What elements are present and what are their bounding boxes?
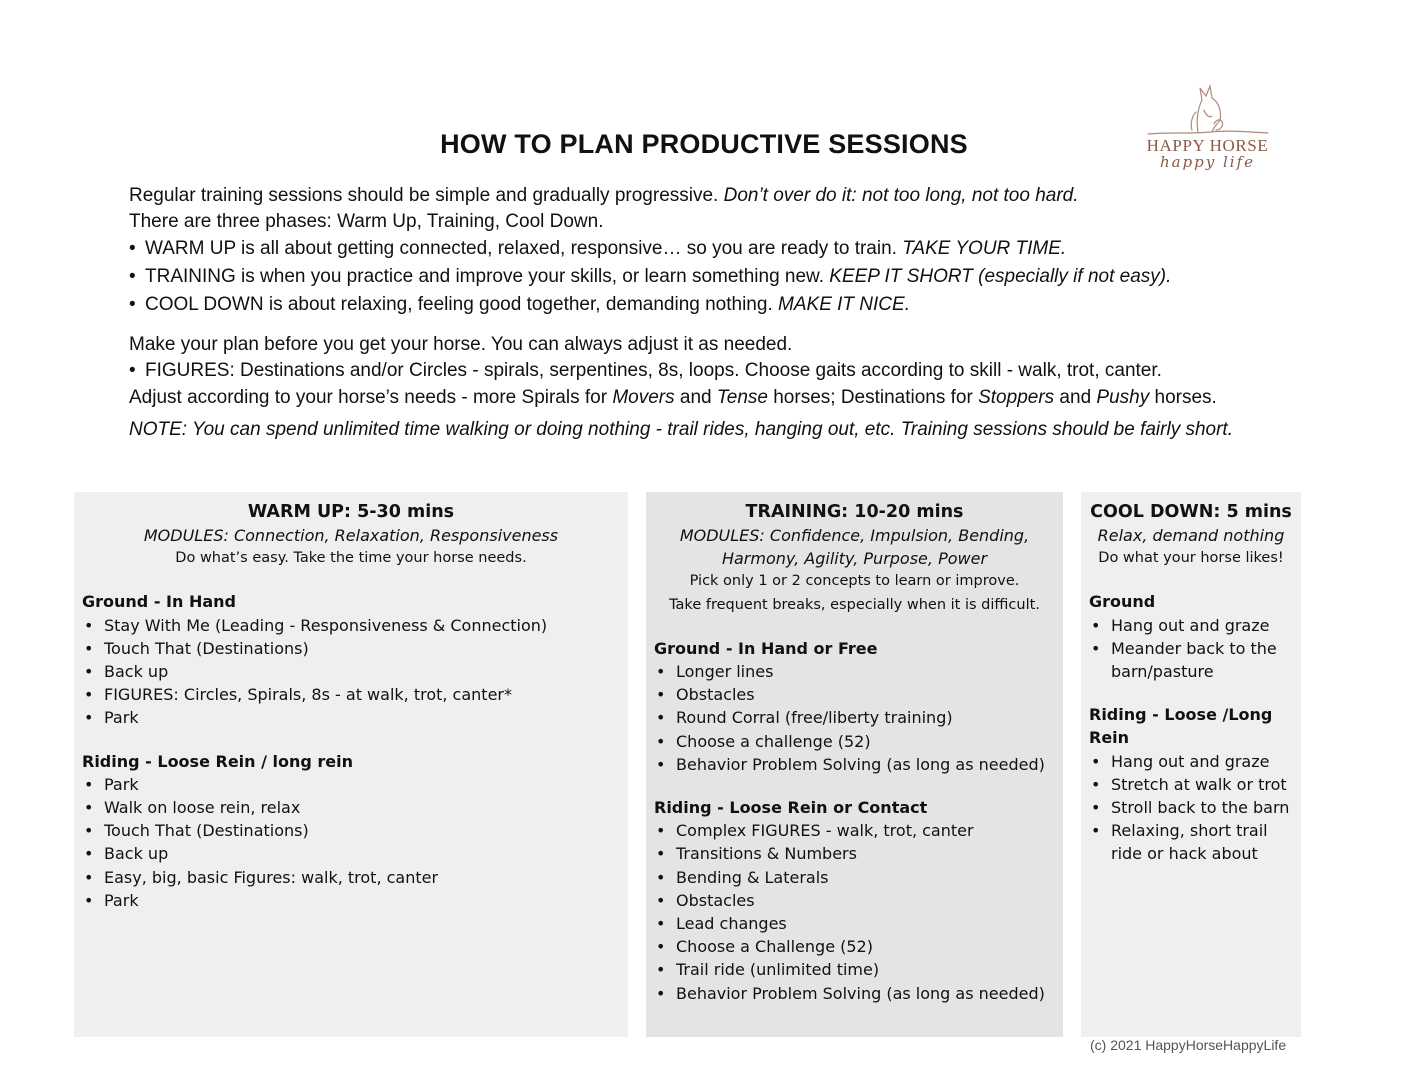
training-modules: Harmony, Agility, Purpose, Power — [721, 549, 988, 569]
intro-text: FIGURES: Destinations and/or Circles - spirals, serpentines, 8s, loops. Choose gaits according to skill - walk, trot, canter. — [145, 360, 1162, 381]
cooldown-riding-list — [1089, 750, 1293, 866]
training-ground-title: Ground - In Hand or Free — [654, 638, 878, 658]
cooldown-ground-list — [1089, 614, 1293, 684]
training-ground-list — [654, 660, 1055, 776]
list-item: • Relaxing, short trail ride or hack about — [1089, 819, 1293, 865]
intro-line — [129, 183, 1299, 209]
list-item: • Obstacles — [654, 889, 1055, 912]
list-item: • Trail ride (unlimited time) — [654, 958, 1055, 981]
cooldown-heading: COOL DOWN: 5 mins — [1090, 502, 1292, 522]
intro-emphasis: Movers — [612, 387, 675, 408]
intro-note — [129, 417, 1299, 443]
list-item: • Round Corral (free/liberty training) — [654, 706, 1055, 729]
intro-text: Adjust according to your horse’s needs - more Spirals for — [129, 387, 613, 408]
cooldown-subtitle: Do what your horse likes! — [1098, 550, 1284, 567]
list-item: • Meander back to the barn/pasture — [1089, 637, 1293, 683]
intro-line — [129, 385, 1299, 411]
cooldown-riding-title: Riding - Loose /Long Rein — [1089, 705, 1273, 748]
list-item: • Hang out and graze — [1089, 750, 1293, 773]
list-item: • FIGURES: Circles, Spirals, 8s - at walk, trot, canter* — [82, 683, 620, 706]
horse-head-icon — [1140, 80, 1275, 140]
page-title: HOW TO PLAN PRODUCTIVE SESSIONS — [440, 129, 968, 159]
intro-text: horses; Destinations for — [767, 387, 979, 408]
cooldown-ground-title: Ground — [1089, 592, 1156, 612]
intro — [129, 183, 1299, 443]
intro-bullet: • FIGURES: Destinations and/or Circles - spirals, serpentines, 8s, loops. Choose gaits according to skill - walk, trot, canter. — [129, 360, 1162, 381]
intro-bullet: • COOL DOWN is about relaxing, feeling good together, demanding nothing. MAKE IT NICE. — [129, 294, 910, 315]
list-item: • Transitions & Numbers — [654, 842, 1055, 865]
list-item: • Complex FIGURES - walk, trot, canter — [654, 819, 1055, 842]
warmup-heading: WARM UP: 5-30 mins — [247, 502, 455, 522]
list-item: • Park — [82, 773, 620, 796]
warmup-ground-title: Ground - In Hand — [82, 592, 236, 612]
list-item: • Park — [82, 889, 620, 912]
warmup-subtitle: Do what’s easy. Take the time your horse needs. — [175, 550, 527, 567]
copyright: (c) 2021 HappyHorseHappyLife — [1090, 1037, 1287, 1053]
training-heading: TRAINING: 10-20 mins — [745, 502, 964, 522]
list-item: • Obstacles — [654, 683, 1055, 706]
training-riding-list — [654, 819, 1055, 1005]
list-item: • Park — [82, 706, 620, 729]
list-item: • Stay With Me (Leading - Responsiveness & Connection) — [82, 614, 620, 637]
list-item: • Touch That (Destinations) — [82, 819, 620, 842]
intro-bullet: • TRAINING is when you practice and improve your skills, or learn something new. KEEP IT SHORT (especially if not easy). — [129, 266, 1172, 287]
training-subtitle: Take frequent breaks, especially when it is difficult. — [669, 596, 1040, 613]
list-item: • Easy, big, basic Figures: walk, trot, canter — [82, 866, 620, 889]
warmup-modules: MODULES: Connection, Relaxation, Responsiveness — [143, 526, 559, 545]
list-item: • Longer lines — [654, 660, 1055, 683]
intro-text: COOL DOWN is about relaxing, feeling good together, demanding nothing. — [145, 294, 779, 315]
logo-text: HAPPY HORSE — [1146, 136, 1269, 155]
list-item: • Behavior Problem Solving (as long as needed) — [654, 753, 1055, 776]
list-item: • Choose a Challenge (52) — [654, 935, 1055, 958]
intro-line: There are three phases: Warm Up, Training, Cool Down. — [129, 211, 604, 232]
intro-emphasis: Stoppers — [978, 387, 1055, 408]
training-riding-title: Riding - Loose Rein or Contact — [654, 798, 928, 818]
training-box — [646, 492, 1063, 1037]
intro-emphasis: Tense — [716, 387, 768, 408]
list-item: • Behavior Problem Solving (as long as needed) — [654, 982, 1055, 1005]
list-item: • Choose a challenge (52) — [654, 730, 1055, 753]
intro-emphasis: MAKE IT NICE. — [778, 294, 910, 315]
intro-text: TRAINING is when you practice and improve your skills, or learn something new. — [145, 266, 830, 287]
intro-bullet: • WARM UP is all about getting connected, relaxed, responsive… so you are ready to train. TAKE YOUR TIME. — [129, 238, 1067, 259]
logo-tagline: happy life — [1159, 153, 1256, 171]
list-item: • Bending & Laterals — [654, 866, 1055, 889]
intro-emphasis: Pushy — [1096, 387, 1150, 408]
list-item: • Stretch at walk or trot — [1089, 773, 1293, 796]
intro-emphasis: Don’t over do it: not too long, not too hard. — [723, 185, 1079, 206]
list-item: • Lead changes — [654, 912, 1055, 935]
logo — [1140, 80, 1275, 180]
intro-text: WARM UP is all about getting connected, relaxed, responsive… so you are ready to train. — [145, 238, 903, 259]
intro-text: and — [674, 387, 717, 408]
intro-text: horses. — [1149, 387, 1217, 408]
training-modules: MODULES: Confidence, Impulsion, Bending, — [679, 526, 1030, 545]
warmup-riding-list — [82, 773, 620, 912]
list-item: • Hang out and graze — [1089, 614, 1293, 637]
list-item: • Back up — [82, 660, 620, 683]
intro-line: Make your plan before you get your horse. You can always adjust it as needed. — [129, 334, 793, 355]
list-item: • Back up — [82, 842, 620, 865]
note-text: NOTE: You can spend unlimited time walking or doing nothing - trail rides, hanging out, etc. Training sessions should be fairly short. — [129, 419, 1233, 440]
intro-emphasis: TAKE YOUR TIME. — [902, 238, 1067, 259]
list-item: • Stroll back to the barn — [1089, 796, 1293, 819]
warmup-riding-title: Riding - Loose Rein / long rein — [82, 751, 354, 771]
cooldown-modules: Relax, demand nothing — [1097, 526, 1285, 545]
list-item: • Touch That (Destinations) — [82, 637, 620, 660]
intro-emphasis: KEEP IT SHORT (especially if not easy). — [829, 266, 1172, 287]
cooldown-box — [1081, 492, 1301, 1037]
intro-text: Regular training sessions should be simple and gradually progressive. — [129, 185, 724, 206]
list-item: • Walk on loose rein, relax — [82, 796, 620, 819]
warmup-box — [74, 492, 628, 1037]
intro-text: and — [1054, 387, 1097, 408]
training-subtitle: Pick only 1 or 2 concepts to learn or improve. — [689, 573, 1020, 590]
warmup-ground-list — [82, 614, 620, 730]
